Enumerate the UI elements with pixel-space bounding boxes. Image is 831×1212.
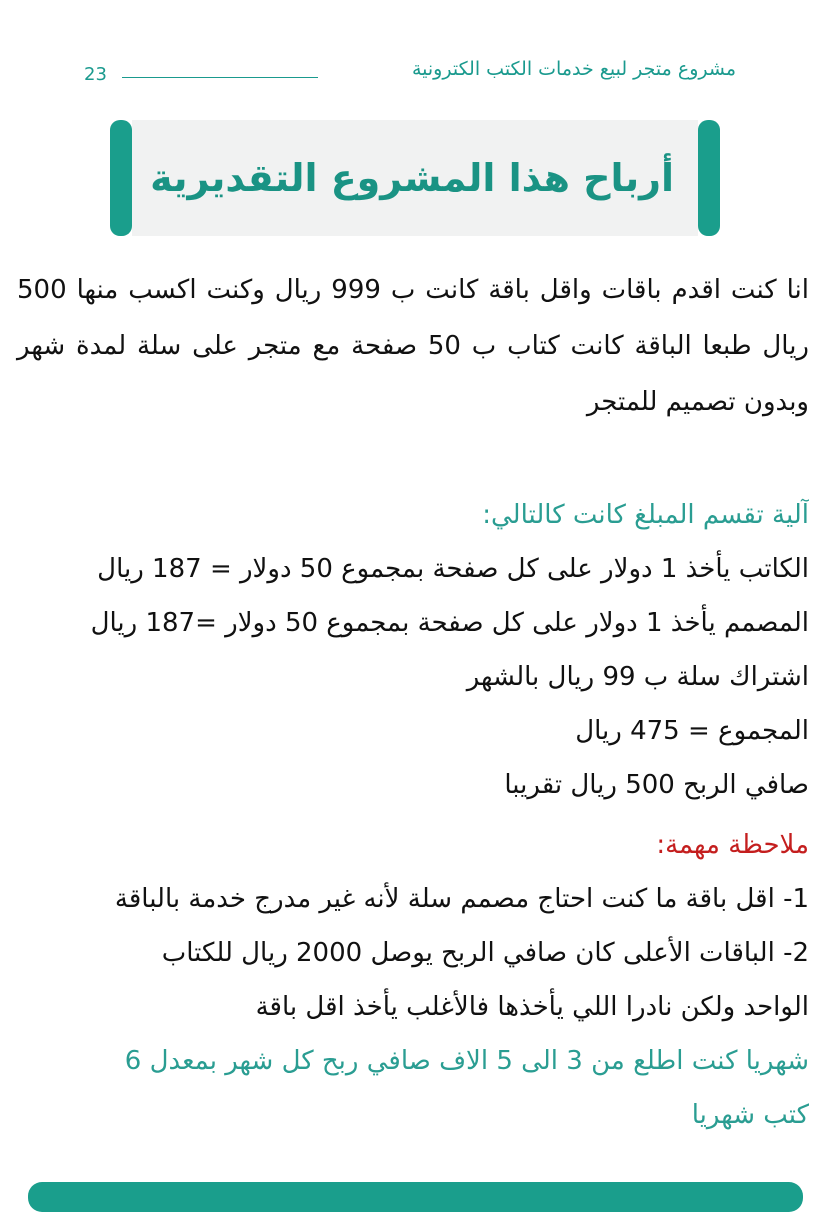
note-section	[17, 818, 809, 1142]
breakdown-line: اشتراك سلة ب 99 ريال بالشهر	[466, 662, 809, 692]
header-divider	[122, 77, 318, 78]
page-number: 23	[84, 64, 107, 85]
banner-left-cap	[110, 120, 132, 236]
banner-body	[132, 120, 698, 236]
breakdown-heading: آلية تقسم المبلغ كانت كالتالي:	[482, 500, 809, 530]
banner-right-cap	[698, 120, 720, 236]
intro-paragraph: انا كنت اقدم باقات واقل باقة كانت ب 999 ريال وكنت اكسب منها 500 ريال طبعا الباقة كانت كتاب ب 50 صفحة مع متجر على سلة لمدة شهر وبدون تصميم للمتجر	[17, 275, 809, 417]
breakdown-line: المجموع = 475 ريال	[575, 716, 809, 746]
section-banner	[110, 120, 720, 236]
note-item: 1- اقل باقة ما كنت احتاج مصمم سلة لأنه غير مدرج خدمة بالباقة	[114, 884, 809, 914]
breakdown-line: الكاتب يأخذ 1 دولار على كل صفحة بمجموع 50 دولار = 187 ريال	[97, 554, 809, 584]
header-title: مشروع متجر لبيع خدمات الكتب الكترونية	[411, 58, 736, 80]
footer-bar	[28, 1182, 803, 1212]
breakdown-line: المصمم يأخذ 1 دولار على كل صفحة بمجموع 50 دولار =187 ريال	[90, 608, 809, 638]
note-item-continued: الواحد ولكن نادرا اللي يأخذها فالأغلب يأخذ اقل باقة	[255, 992, 809, 1022]
note-item: 2- الباقات الأعلى كان صافي الربح يوصل 2000 ريال للكتاب	[161, 938, 809, 968]
breakdown-section	[17, 488, 809, 812]
summary-line: كتب شهريا	[691, 1100, 809, 1130]
summary-line: شهريا كنت اطلع من 3 الى 5 الاف صافي ربح كل شهر بمعدل 6	[124, 1046, 809, 1076]
breakdown-line: صافي الربح 500 ريال تقريبا	[504, 770, 809, 800]
note-heading: ملاحظة مهمة:	[656, 830, 809, 860]
section-title: أرباح هذا المشروع التقديرية	[150, 156, 674, 200]
